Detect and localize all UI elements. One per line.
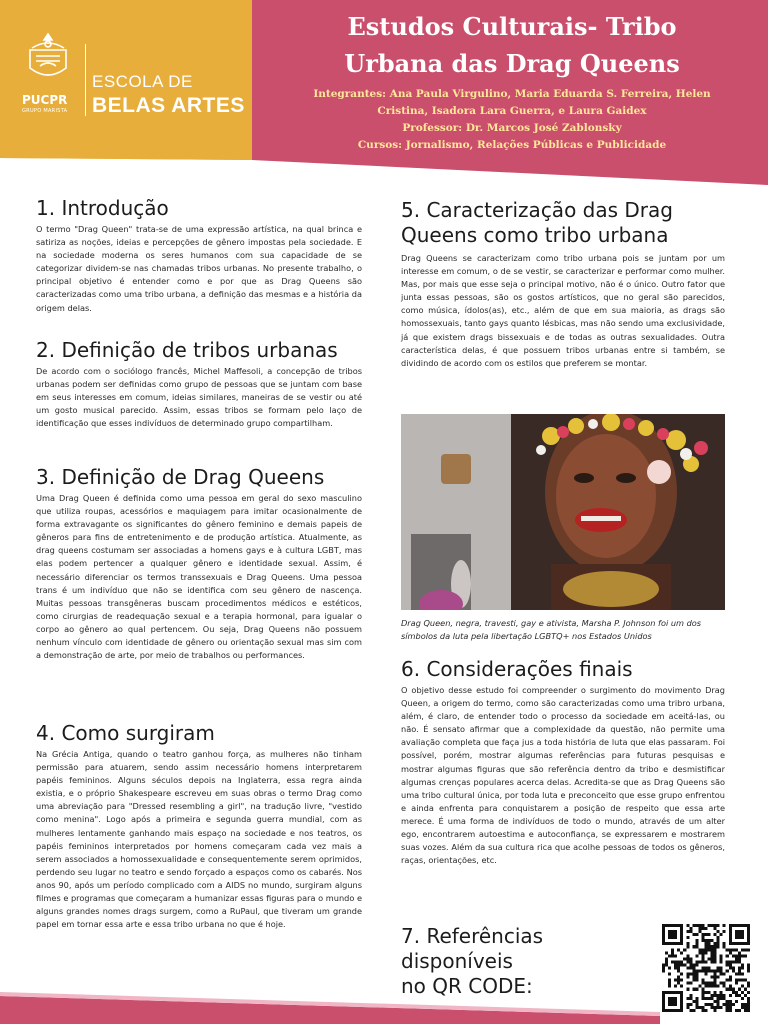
logo-divider: [85, 44, 86, 116]
pucpr-crest-icon: [18, 30, 78, 92]
section1-body: O termo "Drag Queen" trata-se de uma expressão artística, na qual brinca e satiriza as noções, ideias e percepções de gênero impostas pela sociedade. E na sociedade moderna os seres humanos com sua capacidade de se categorizar dividem-se nas chamadas tribos urbanas. No presente trabalho, o principal objetivo é entender como e por que as Drag Queens são caracterizadas como uma tribo urbana, a definição das mesmas e a história da origem delas.: [36, 224, 362, 313]
title-line2: Urbana das Drag Queens: [344, 49, 680, 78]
section5-body: Drag Queens se caracterizam como tribo urbana pois se juntam por um interesse em comum, o de se vestir, se caracterizar e performar como mulher. Mas, por mais que esse seja o principal motivo, não é o único. Outro fator que junta essas pessoas, são os gostos artísticos, que no geral são parecidos, como música, ídolos(as), etc., além de que em sua maioria, as drags são homossexuais, tanto gays quanto lésbicas, mas não sendo uma exclusividade, já que existem drags bissexuais e de todas as outras sexualidades. Outra característica delas, é que possuem tribos urbanas entre si também, se dividindo de acordo com os estilos que preferem se montar.: [401, 253, 725, 368]
school-name-line1: ESCOLA DE: [92, 72, 193, 91]
poster-credits: [262, 86, 762, 154]
courses-line: Cursos: Jornalismo, Relações Públicas e Publicidade: [357, 139, 667, 151]
photo-caption: Drag Queen, negra, travesti, gay e ativista, Marsha P. Johnson foi um dos símbolos da luta pela libertação LGBTQ+ nos Estados Unidos: [401, 618, 702, 641]
section7-heading-line2: no QR CODE:: [401, 974, 533, 998]
section2-heading: 2. Definição de tribos urbanas: [36, 338, 338, 362]
section7-heading-line1: 7. Referências disponíveis: [401, 924, 544, 973]
logo-subtitle: GRUPO MARISTA: [22, 108, 68, 114]
header-diagonal-band: [0, 150, 768, 195]
footer-diagonal-band: [0, 990, 768, 1024]
logo-text: PUCPR: [22, 93, 68, 107]
section4-heading: 4. Como surgiram: [36, 721, 215, 745]
section1-heading: 1. Introdução: [36, 196, 169, 220]
section6-heading: 6. Considerações finais: [401, 657, 633, 681]
members-line1: Integrantes: Ana Paula Virgulino, Maria Eduarda S. Ferreira, Helen: [313, 88, 711, 100]
section4-body: Na Grécia Antiga, quando o teatro ganhou força, as mulheres não tinham permissão para atuarem, sendo assim necessário homens interpretarem papéis femininos. Alguns séculos depois na Inglaterra, essa regra ainda existia, e o próprio Shakespeare escreveu em suas obras o termo Drag como uma abreviação para "Dressed resembling a girl", na tradução livre, "vestido como menina". Logo após a primeira e segunda guerra mundial, com as mulheres lentamente ganhando mais espaço na sociedade e nos teatros, os papéis femininos interpretados por homens começaram cada vez mais a serem associados a homossexualidade e consequentemente serem oprimidos, perdendo seu lugar no teatro e sendo forçado a espaços como os cabarés. Nos anos 90, após um período complicado com a AIDS no mundo, surgiram alguns filmes e programas que começaram a humanizar essas figuras para o mundo e alguns grandes nomes drags surgem, como a RuPaul, que tiveram um grande papel em tornar essa arte e essa tribo urbana no que é hoje.: [36, 749, 362, 930]
section2-body: De acordo com o sociólogo francês, Michel Maffesoli, a concepção de tribos urbanas podem ser definidas como grupo de pessoas que se juntam com base em seus interesses em comum, ideias similares, maneiras de se vestir ou até um gosto musical parecido. Assim, essas tribos se formam pelo laço de identificação que esses indivíduos de determinado grupo compartilham.: [36, 366, 362, 429]
members-line2: Cristina, Isadora Lara Guerra, e Laura Gaidex: [377, 105, 647, 117]
section5-heading: 5. Caracterização das Drag Queens como tribo urbana: [401, 198, 673, 247]
professor-line: Professor: Dr. Marcos José Zablonsky: [402, 122, 622, 134]
school-name-line2: BELAS ARTES: [92, 94, 245, 117]
section3-body: Uma Drag Queen é definida como uma pessoa em geral do sexo masculino que utiliza roupas, acessórios e maquiagem para imitar ocasionalmente de forma extravagante os significantes do gênero feminino e demais papeis de gêneros para fins de entretenimento e de produção artística. Atualmente, as drag queens costumam ser associadas a homens gays e à cultura LGBT, mas elas podem pertencer a qualquer gênero e identidade sexual. Assim, é necessário diferenciar os termos transsexuais e Drag Queens. Uma pessoa trans é um indivíduo que não se identifica com seu gênero de nascença. Muitas pessoas transgêneras buscam procedimentos médicos e estéticos, como cirurgias de readequação sexual e a terapia hormonal, para igualar o corpo ao gênero ao qual pertencem. Ou seja, Drag Queens não possuem nenhum vínculo com identidade de gênero ou orientação sexual mas sim com a demonstração de arte, por meio de trabalhos ou performances.: [36, 493, 362, 661]
section6-body: O objetivo desse estudo foi compreender o surgimento do movimento Drag Queen, a origem do termo, como são caracterizadas como uma tribro urbana, além, é claro, de entender todo o processo da sociedade em aceitá-las, ou não. É sensato afirmar que a complexidade da questão, não permite uma avaliação completa que faça jus a toda história de luta que elas passaram. Foi possível, porém, mostrar algumas referências para futuras pesquisas e mostrar algumas figuras que são referência dentro da tribo e desmistificar algumas crenças populares acerca delas. Acredita-se que as Drag Queens são uma tribo cultural única, por toda luta e preconceito que esse grupo enfrentou e ainda enfrenta para conquistarem a posição de respeito que essa arte merece. É uma forma de indivíduos de todo o mundo, através de um alter ego, encontrarem autoestima e autoconfiança, se expressarem e mostrarem suas vozes. Além da sua cultura rica que acolhe pessoas de todos os gêneros, raças, orientações, etc.: [401, 685, 725, 866]
title-line1: Estudos Culturais- Tribo: [347, 12, 677, 41]
marsha-johnson-photo: [401, 414, 725, 610]
section3-heading: 3. Definição de Drag Queens: [36, 465, 325, 489]
section7-heading: [401, 924, 661, 999]
poster-title: [262, 8, 762, 82]
